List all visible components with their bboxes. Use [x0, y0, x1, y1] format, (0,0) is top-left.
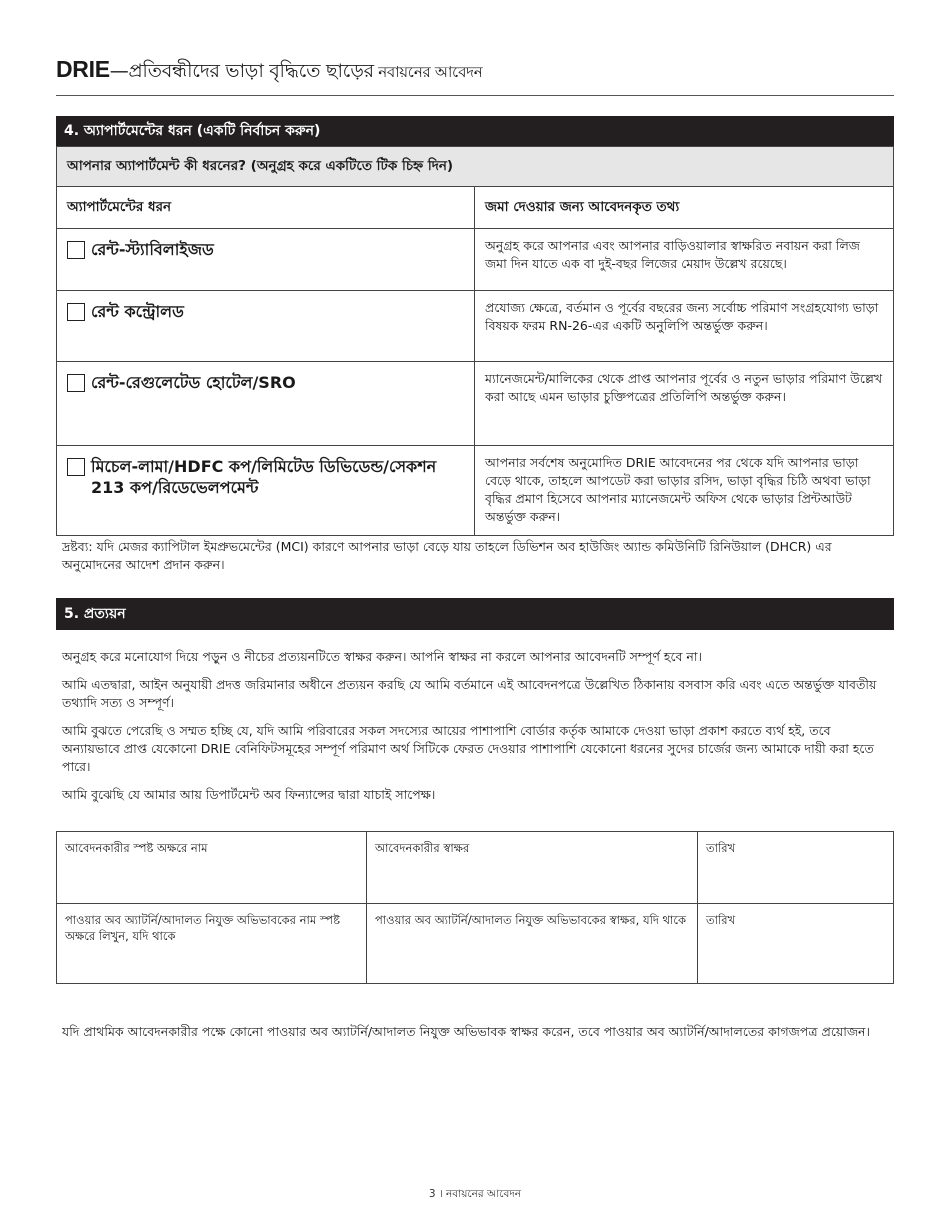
signature-table: [56, 831, 894, 984]
apartment-type-label: রেন্ট কন্ট্রোলড: [91, 302, 184, 321]
rent-regulated-hotel-checkbox[interactable]: [67, 374, 85, 392]
program-acronym: DRIE: [56, 56, 110, 82]
applicant-date-field[interactable]: [698, 832, 894, 904]
applicant-name-field[interactable]: [57, 832, 367, 904]
poa-date-field[interactable]: [698, 904, 894, 984]
header-subtitle: নবায়নের আবেদন: [373, 63, 483, 81]
apartment-type-label: রেন্ট-স্ট্যাবিলাইজড: [91, 240, 214, 259]
field-label: পাওয়ার অব অ্যাটর্নি/আদালত নিযুক্ত অভিভাবকের নাম স্পষ্ট অক্ষরে লিখুন, যদি থাকে: [65, 913, 340, 943]
table-row: [57, 446, 894, 536]
required-info: অনুগ্রহ করে আপনার এবং আপনার বাড়িওয়ালার স্বাক্ষরিত নবায়ন করা লিজ জমা দিন যাতে এক বা দুই-বছর লিজের মেয়াদ উল্লেখ রয়েছে।: [475, 229, 894, 291]
certification-paragraph: আমি বুঝেছি যে আমার আয় ডিপার্টমেন্ট অব ফিন্যান্সের দ্বারা যাচাই সাপেক্ষ।: [62, 787, 436, 802]
section-5-title: 5. প্রত্যয়ন: [56, 598, 894, 630]
required-info: আপনার সর্বশেষ অনুমোদিত DRIE আবেদনের পর থেকে যদি আপনার ভাড়া বেড়ে থাকে, তাহলে আপডেট করা ভাড়ার রসিদ, ভাড়া বৃদ্ধির চিঠি অথবা ভাড়া বৃদ্ধির প্রমাণ হিসেবে আপনার ম্যানেজমেন্ট অফিস থেকে ভাড়ার প্রিন্টআউট অন্তর্ভুক্ত করুন।: [475, 446, 894, 536]
rent-stabilized-checkbox[interactable]: [67, 241, 85, 259]
certification-paragraph: আমি এতদ্বারা, আইন অনুযায়ী প্রদত্ত জরিমানার অধীনে প্রত্যয়ন করছি যে আমি বর্তমানে এই আবেদনপত্রে উল্লেখিত ঠিকানায় বসবাস করি এবং এতে অন্তর্ভুক্ত যাবতীয় তথ্যাদি সত্য ও সম্পূর্ণ।: [62, 677, 877, 710]
section-4-title: 4. অ্যাপার্টমেন্টের ধরন (একটি নির্বাচন করুন): [56, 116, 894, 146]
apartment-question: আপনার অ্যাপার্টমেন্ট কী ধরনের? (অনুগ্রহ করে একটিতে টিক চিহ্ন দিন): [57, 147, 894, 187]
column-header-type: অ্যাপার্টমেন্টের ধরন: [57, 187, 475, 229]
poa-name-field[interactable]: [57, 904, 367, 984]
apartment-type-table: [56, 146, 894, 536]
page-header: [56, 56, 894, 96]
required-info: ম্যানেজমেন্ট/মালিকের থেকে প্রাপ্ত আপনার পূর্বের ও নতুন ভাড়ার পরিমাণ উল্লেখ করা আছে এমন ভাড়ার চুক্তিপত্রের প্রতিলিপি অন্তর্ভুক্ত করুন।: [475, 362, 894, 446]
certification-text: [62, 648, 892, 814]
apartment-type-label: মিচেল-লামা/HDFC কপ/লিমিটেড ডিভিডেন্ড/সেকশন 213 কপ/রিডেভেলপমেন্ট: [91, 457, 437, 497]
header-dash: —: [109, 60, 129, 82]
table-row: [57, 291, 894, 362]
mitchell-lama-checkbox[interactable]: [67, 458, 85, 476]
field-label: আবেদনকারীর স্বাক্ষর: [375, 841, 470, 855]
poa-note: যদি প্রাথমিক আবেদনকারীর পক্ষে কোনো পাওয়ার অব অ্যাটর্নি/আদালত নিযুক্ত অভিভাবক স্বাক্ষর করেন, তবে পাওয়ার অব অ্যাটর্নি/আদালতের কাগজপত্র প্রয়োজন।: [62, 1024, 870, 1039]
certification-paragraph: অনুগ্রহ করে মনোযোগ দিয়ে পড়ুন ও নীচের প্রত্যয়নটিতে স্বাক্ষর করুন। আপনি স্বাক্ষর না করলে আপনার আবেদনটি সম্পূর্ণ হবে না।: [62, 649, 702, 664]
field-label: তারিখ: [706, 841, 736, 855]
field-label: আবেদনকারীর স্পষ্ট অক্ষরে নাম: [65, 841, 208, 855]
header-title: প্রতিবন্ধীদের ভাড়া বৃদ্ধিতে ছাড়ের: [128, 60, 374, 82]
certification-paragraph: আমি বুঝতে পেরেছি ও সম্মত হচ্ছি যে, যদি আমি পরিবারের সকল সদস্যের আয়ের পাশাপাশি বোর্ডার কর্তৃক আমাকে দেওয়া ভাড়া প্রকাশ করতে ব্যর্থ হই, তবে অন্যায়ভাবে প্রাপ্ত যেকোনো DRIE বেনিফিটসমূহের সম্পূর্ণ পরিমাণ অর্থ সিটিকে ফেরত দেওয়ার পাশাপাশি যেকোনো ধরনের সুদের চার্জের জন্য আমাকে দায়ী করা হতে পারে।: [62, 723, 874, 774]
apartment-type-label: রেন্ট-রেগুলেটেড হোটেল/SRO: [91, 373, 296, 392]
rent-controlled-checkbox[interactable]: [67, 303, 85, 321]
applicant-signature-field[interactable]: [367, 832, 698, 904]
required-info: প্রযোজ্য ক্ষেত্রে, বর্তমান ও পূর্বের বছরের জন্য সর্বোচ্চ পরিমাণ সংগ্রহযোগ্য ভাড়া বিষয়ক ফরম RN-26-এর একটি অনুলিপি অন্তর্ভুক্ত করুন।: [475, 291, 894, 362]
mci-note: দ্রষ্টব্য: যদি মেজর ক্যাপিটাল ইমপ্রুভমেন্টের (MCI) কারণে আপনার ভাড়া বেড়ে যায় তাহলে ডিভিশন অব হাউজিং অ্যান্ড কমিউনিটি রিনিউয়াল (DHCR) এর অনুমোদনের আদেশ প্রদান করুন।: [62, 539, 832, 572]
field-label: পাওয়ার অব অ্যাটর্নি/আদালত নিযুক্ত অভিভাবকের স্বাক্ষর, যদি থাকে: [375, 913, 687, 927]
table-row: [57, 229, 894, 291]
field-label: তারিখ: [706, 913, 736, 927]
page-footer: 3 । নবায়নের আবেদন: [428, 1188, 522, 1200]
poa-signature-field[interactable]: [367, 904, 698, 984]
column-header-info: জমা দেওয়ার জন্য আবেদনকৃত তথ্য: [475, 187, 894, 229]
table-row: [57, 362, 894, 446]
